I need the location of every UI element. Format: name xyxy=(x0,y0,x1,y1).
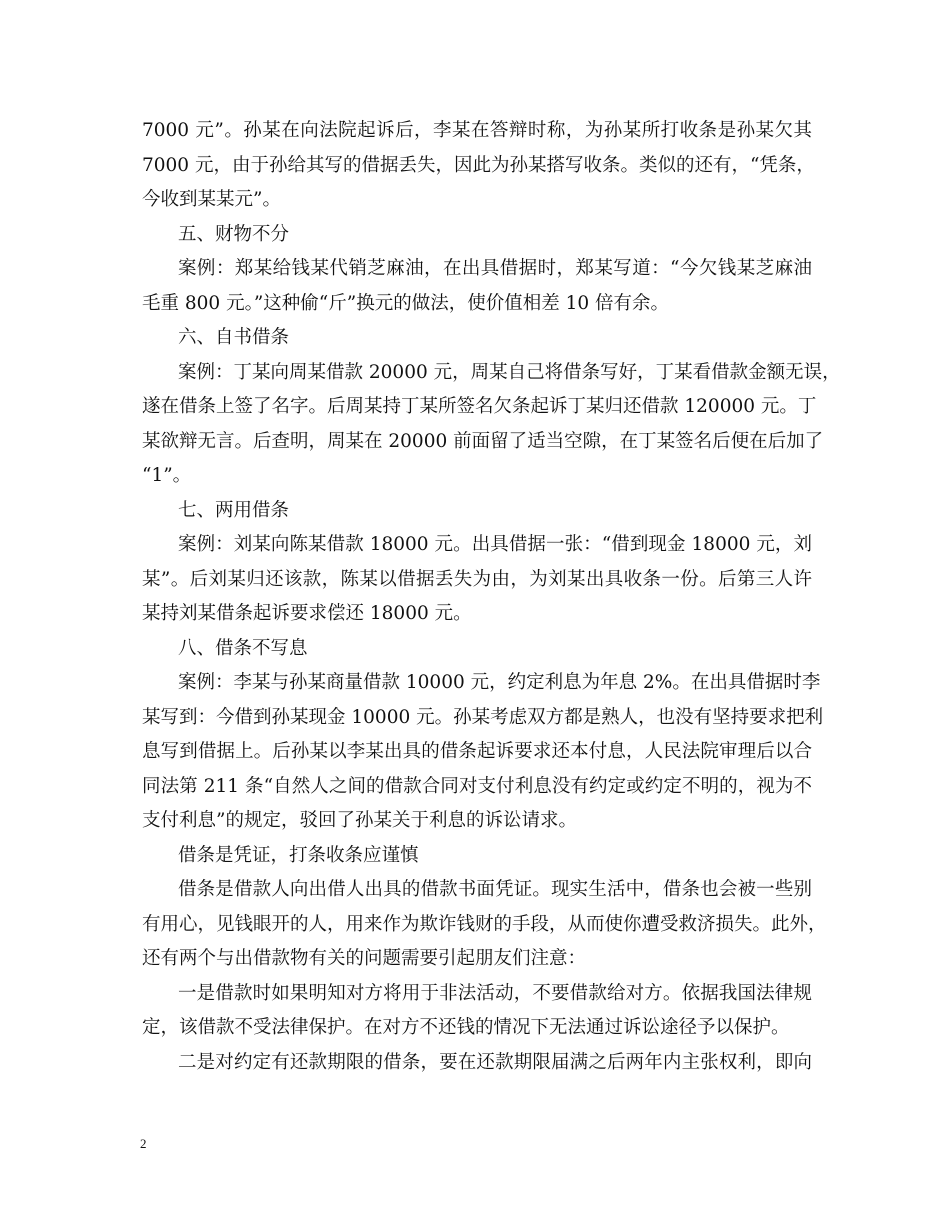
text-line: 借条是借款人向出借人出具的借款书面凭证。现实生活中，借条也会被一些别 xyxy=(178,879,812,900)
text-line: 7000 元”。孙某在向法院起诉后，李某在答辩时称，为孙某所打收条是孙某欠其 xyxy=(142,120,812,141)
text-line: 某写到：今借到孙某现金 10000 元。孙某考虑双方都是熟人，也没有坚持要求把利 xyxy=(142,706,824,728)
text-line: 一是借款时如果明知对方将用于非法活动，不要借款给对方。依据我国法律规 xyxy=(178,982,812,1004)
text-line: 某欲辩无言。后查明，周某在 20000 前面留了适当空隙，在丁某签名后便在后加了 xyxy=(142,430,824,452)
text-line: “1”。 xyxy=(142,465,192,486)
text-line: 支付利息”的规定，驳回了孙某关于利息的诉讼请求。 xyxy=(142,810,577,831)
text-line: 遂在借条上签了名字。后周某持丁某所签名欠条起诉丁某归还借款 120000 元。丁 xyxy=(142,396,817,417)
text-line: 息写到借据上。后孙某以李某出具的借条起诉要求还本付息，人民法院审理后以合 xyxy=(142,741,812,762)
text-line: 案例：丁某向周某借款 20000 元，周某自己将借条写好，丁某看借款金额无误， xyxy=(178,361,841,383)
text-line: 有用心，见钱眼开的人，用来作为欺诈钱财的手段，从而使你遭受救济损失。此外， xyxy=(142,913,827,935)
section-heading: 五、财物不分 xyxy=(178,223,290,245)
text-line: 某”。后刘某归还该款，陈某以借据丢失为由，为刘某出具收条一份。后第三人许 xyxy=(142,568,812,590)
section-heading: 借条是凭证，打条收条应谨慎 xyxy=(178,844,419,866)
text-line: 今收到某某元”。 xyxy=(142,189,281,210)
page-number: 2 xyxy=(140,1136,147,1151)
text-line: 定，该借款不受法律保护。在对方不还钱的情况下无法通过诉讼途径予以保护。 xyxy=(142,1017,790,1038)
section-heading: 八、借条不写息 xyxy=(178,637,308,659)
text-line: 二是对约定有还款期限的借条，要在还款期限届满之后两年内主张权利，即向 xyxy=(178,1051,812,1073)
text-line: 毛重 800 元。”这种偷“斤”换元的做法，使价值相差 10 倍有余。 xyxy=(142,292,669,314)
section-heading: 七、两用借条 xyxy=(178,499,290,521)
text-line: 同法第 211 条“自然人之间的借款合同对支付利息没有约定或约定不明的，视为不 xyxy=(142,775,812,797)
text-line: 案例：刘某向陈某借款 18000 元。出具借据一张：“借到现金 18000 元，刘 xyxy=(178,534,812,555)
text-line: 案例：郑某给钱某代销芝麻油，在出具借据时，郑某写道：“今欠钱某芝麻油 xyxy=(178,258,812,279)
document-body xyxy=(142,114,841,1080)
text-line: 7000 元，由于孙给其写的借据丢失，因此为孙某搭写收条。类似的还有，“凭条， xyxy=(142,154,815,176)
text-line: 某持刘某借条起诉要求偿还 18000 元。 xyxy=(142,603,472,624)
text-line: 还有两个与出借款物有关的问题需要引起朋友们注意： xyxy=(142,948,587,969)
section-heading: 六、自书借条 xyxy=(178,327,290,348)
text-line: 案例：李某与孙某商量借款 10000 元，约定利息为年息 2%。在出具借据时李 xyxy=(178,672,821,693)
